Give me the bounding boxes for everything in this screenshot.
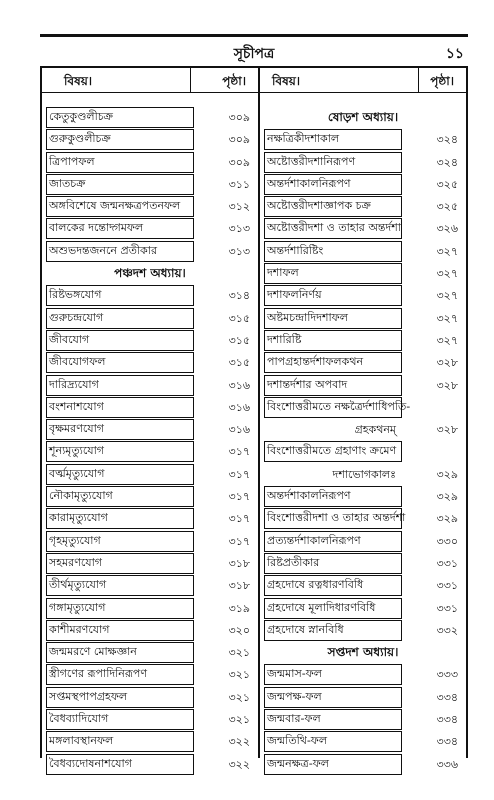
section-heading	[260, 106, 466, 128]
entry-title: অঙ্গবিশেষে জন্মনক্ষত্রপতনফল	[46, 196, 194, 217]
toc-entry	[260, 262, 466, 284]
toc-entry	[260, 351, 466, 373]
toc-entry	[260, 329, 466, 351]
entry-title: নক্ষত্রিকীদশাকাল	[264, 129, 402, 150]
entry-title: বর্ত্মমৃত্যুযোগ	[46, 464, 194, 485]
entry-page-number: ৩১৬	[228, 423, 250, 437]
entry-page-number: ৩০৯	[228, 155, 250, 169]
entry-page-number: ৩১১	[228, 177, 250, 191]
entry-page-number: ৩২৭	[436, 289, 458, 303]
entry-page-number: ৩৩৪	[436, 735, 458, 749]
toc-entry	[42, 686, 258, 708]
subject-label: বিষয়।	[64, 74, 93, 88]
toc-entry	[42, 217, 258, 239]
entry-title: বৈধব্যদোষনাশযোগ	[46, 754, 194, 775]
entry-title: গঙ্গামৃত্যুযোগ	[46, 598, 194, 619]
entry-page-number: ৩১৭	[228, 534, 250, 548]
left-column-header	[42, 68, 258, 93]
entry-title: জীবযোগ	[46, 330, 194, 351]
toc-entry	[260, 374, 466, 396]
entry-title: দশান্তর্দশার অপবাদ	[264, 375, 402, 396]
entry-page-number: ৩৩১	[436, 556, 458, 570]
entry-title: অশুভদন্তজননে প্রতীকার	[46, 241, 194, 262]
toc-entry	[42, 440, 258, 462]
entry-title: অষ্টোত্তরীদশাজ্ঞাপক চক্র	[264, 196, 402, 217]
entry-title: নৌকামৃত্যুযোগ	[46, 486, 194, 507]
entry-page-number: ৩১৩	[228, 222, 250, 236]
toc-entry	[42, 351, 258, 373]
toc-entry	[260, 663, 466, 685]
entry-title: দশাফল	[264, 263, 402, 284]
toc-entry	[42, 396, 258, 418]
entry-page-number: ৩২০	[228, 623, 250, 637]
entry-page-number: ৩১৮	[228, 579, 250, 593]
entry-title: গ্রহকথনম্	[354, 423, 396, 437]
entry-title: অষ্টোত্তরীদশানিরূপণ	[264, 152, 402, 173]
entry-page-number: ৩২১	[228, 668, 250, 682]
toc-entry	[42, 530, 258, 552]
entry-page-number: ৩২৭	[436, 267, 458, 281]
right-column	[260, 68, 466, 771]
entry-page-number: ৩২২	[228, 757, 250, 771]
entry-title: কারামৃত্যুযোগ	[46, 508, 194, 529]
toc-entry	[42, 307, 258, 329]
entry-title: জন্মতিথি-ফল	[264, 731, 402, 752]
entry-title: বংশনাশযোগ	[46, 397, 194, 418]
entry-page-number: ৩১৭	[228, 445, 250, 459]
entry-page-number: ৩২৭	[436, 311, 458, 325]
entry-title: অষ্টোত্তরীদশা ও তাহার অন্তর্দশা	[264, 218, 402, 239]
entry-page-number: ৩৩৪	[436, 713, 458, 727]
toc-frame	[40, 66, 468, 771]
section-title: পঞ্চদশ অধ্যায়।	[114, 266, 186, 281]
entry-title: বৈধব্যাদিযোগ	[46, 709, 194, 730]
entry-title: কাশীমরণযোগ	[46, 620, 194, 641]
entry-title: প্রত্যন্তর্দশাকালনিরূপণ	[264, 531, 402, 552]
toc-entry	[260, 574, 466, 596]
entry-page-number: ৩২৯	[436, 467, 458, 481]
toc-entry	[42, 128, 258, 150]
toc-entry	[42, 619, 258, 641]
toc-entry	[260, 284, 466, 306]
entry-page-number: ৩১৭	[228, 467, 250, 481]
toc-entry	[260, 240, 466, 262]
section-heading	[42, 262, 258, 284]
entry-page-number: ৩১৭	[228, 512, 250, 526]
toc-entry	[260, 396, 466, 418]
toc-entry	[42, 485, 258, 507]
toc-entry	[260, 151, 466, 173]
entry-page-number: ৩১২	[228, 200, 250, 214]
entry-page-number: ৩৩৩	[436, 668, 458, 682]
toc-entry	[42, 374, 258, 396]
entry-title: অষ্টমচন্দ্রাদিদশাফল	[264, 308, 402, 329]
toc-entry	[42, 240, 258, 262]
entry-page-number: ৩২৮	[436, 378, 458, 392]
section-title: সপ্তদশ অধ্যায়।	[327, 645, 399, 660]
entry-page-number: ৩১৬	[228, 400, 250, 414]
entry-title: সপ্তমস্থপাপগ্রহফল	[46, 687, 194, 708]
toc-entry	[42, 552, 258, 574]
entry-title: দশাভোগকালঃ	[332, 467, 396, 481]
entry-title: অন্তর্দশাকালনিরূপণ	[264, 174, 402, 195]
entry-title: জন্মপক্ষ-ফল	[264, 687, 402, 708]
entry-title: গৃহমৃত্যুযোগ	[46, 531, 194, 552]
entry-page-number: ৩২৭	[436, 333, 458, 347]
entry-title: দশারিষ্টি	[264, 330, 402, 351]
toc-entry	[42, 463, 258, 485]
entry-title: তীর্থমৃত্যুযোগ	[46, 575, 194, 596]
toc-entry	[42, 106, 258, 128]
entry-page-number: ৩২১	[228, 713, 250, 727]
toc-entry	[42, 574, 258, 596]
entry-page-number: ৩২২	[228, 735, 250, 749]
entry-title: বিংশোত্তরীদশা ও তাহার অন্তর্দশা	[264, 508, 402, 529]
section-title: ষোড়শ অধ্যায়।	[327, 110, 399, 124]
entry-title: জন্মমরণে মোক্ষজ্ঞান	[46, 642, 194, 663]
entry-page-number: ৩৩৬	[436, 757, 458, 771]
entry-title: গ্রহদোষে রত্নধারণবিধি	[264, 575, 402, 596]
entry-title: জন্মনক্ষত্র-ফল	[264, 754, 402, 775]
entry-page-number: ৩১৪	[228, 289, 250, 303]
toc-entry	[42, 730, 258, 752]
entry-page-number: ৩১৫	[228, 333, 250, 347]
toc-entry	[42, 195, 258, 217]
top-rule	[40, 34, 468, 37]
page-number: ১১	[445, 46, 464, 62]
right-entry-list	[260, 106, 466, 775]
toc-entry	[260, 128, 466, 150]
entry-title: দশাফলনির্ণয়	[264, 285, 402, 306]
entry-page-number: ৩০৯	[228, 133, 250, 147]
entry-title: রিষ্টভঙ্গযোগ	[46, 285, 194, 306]
entry-title: সহমরণযোগ	[46, 553, 194, 574]
entry-title: মঙ্গলাবস্থানফল	[46, 731, 194, 752]
toc-entry	[42, 418, 258, 440]
left-column	[42, 68, 260, 771]
entry-page-number: ৩১৩	[228, 244, 250, 258]
entry-title: বিংশোত্তরীমতে গ্রহাণাং ক্রমেণ	[264, 441, 402, 462]
toc-entry	[260, 507, 466, 529]
entry-title: শূন্যমৃত্যুযোগ	[46, 441, 194, 462]
entry-title: অন্তর্দশারিষ্টিং	[264, 241, 402, 262]
toc-entry	[260, 195, 466, 217]
toc-entry	[42, 663, 258, 685]
toc-entry	[260, 753, 466, 775]
entry-page-number: ৩২৭	[436, 244, 458, 258]
entry-title: রিষ্টপ্রতীকার	[264, 553, 402, 574]
entry-page-number: ৩১৮	[228, 556, 250, 570]
entry-page-number: ৩২১	[228, 690, 250, 704]
toc-entry	[42, 708, 258, 730]
section-heading	[260, 641, 466, 663]
entry-page-number: ৩৩৪	[436, 690, 458, 704]
entry-title: কেতুকুণ্ডলীচক্র	[46, 107, 194, 128]
page-header	[40, 42, 468, 66]
entry-title: অন্তর্দশাকালনিরূপণ	[264, 486, 402, 507]
toc-entry	[260, 485, 466, 507]
entry-title: দারিদ্র্যযোগ	[46, 375, 194, 396]
entry-title: পাপগ্রহান্তর্দশাফলকথন	[264, 352, 402, 373]
toc-entry	[260, 730, 466, 752]
toc-page	[40, 34, 468, 771]
toc-entry	[260, 418, 466, 440]
entry-title: জন্মবার-ফল	[264, 709, 402, 730]
entry-title: ত্রিপাপফল	[46, 152, 194, 173]
toc-entry	[260, 463, 466, 485]
entry-page-number: ৩১৬	[228, 378, 250, 392]
entry-title: গুরুকুণ্ডলীচক্র	[46, 129, 194, 150]
toc-entry	[260, 686, 466, 708]
entry-title: গ্রহদোষে মূলাদিধারণবিধি	[264, 598, 402, 619]
entry-page-number: ৩২৮	[436, 356, 458, 370]
toc-entry	[260, 552, 466, 574]
entry-page-number: ৩২১	[228, 646, 250, 660]
toc-entry	[260, 708, 466, 730]
toc-entry	[260, 217, 466, 239]
entry-page-number: ৩২৯	[436, 512, 458, 526]
entry-title: বালকের দন্তোদ্গমফল	[46, 218, 194, 239]
toc-entry	[260, 530, 466, 552]
page-label: পৃষ্ঠা।	[430, 74, 454, 88]
toc-entry	[260, 173, 466, 195]
toc-entry	[260, 307, 466, 329]
entry-page-number: ৩৩২	[436, 623, 458, 637]
entry-title: জীবযোগফল	[46, 352, 194, 373]
toc-entry	[260, 440, 466, 462]
entry-title: বৃক্ষমরণযোগ	[46, 419, 194, 440]
toc-entry	[42, 329, 258, 351]
entry-page-number: ৩৩১	[436, 601, 458, 615]
entry-title: বিংশোত্তরীমতে নক্ষত্রৈর্দশাধিপতি-	[264, 397, 402, 418]
entry-page-number: ৩৩১	[436, 579, 458, 593]
entry-page-number: ৩১৭	[228, 490, 250, 504]
entry-page-number: ৩২৯	[436, 490, 458, 504]
right-column-header	[260, 68, 466, 93]
page-title: সূচীপত্র	[233, 46, 275, 62]
toc-entry	[260, 619, 466, 641]
entry-title: গ্রহদোষে স্নানবিধি	[264, 620, 402, 641]
entry-page-number: ৩১৯	[228, 601, 250, 615]
entry-page-number: ৩২৫	[436, 177, 458, 191]
subject-label: বিষয়।	[272, 74, 301, 88]
entry-page-number: ৩২৫	[436, 200, 458, 214]
entry-page-number: ৩০৯	[228, 111, 250, 124]
entry-title: জন্মমাস-ফল	[264, 664, 402, 685]
toc-entry	[42, 753, 258, 775]
entry-page-number: ৩৩০	[436, 534, 458, 548]
left-entry-list	[42, 106, 258, 775]
toc-entry	[42, 597, 258, 619]
header-separator	[418, 68, 419, 92]
toc-entry	[42, 641, 258, 663]
entry-page-number: ৩২৬	[436, 222, 458, 236]
entry-page-number: ৩২৪	[436, 155, 458, 169]
toc-entry	[260, 597, 466, 619]
entry-page-number: ৩২৪	[436, 133, 458, 147]
toc-entry	[42, 507, 258, 529]
entry-page-number: ৩১৫	[228, 311, 250, 325]
toc-entry	[42, 151, 258, 173]
entry-title: গুরুচন্দ্রযোগ	[46, 308, 194, 329]
entry-page-number: ৩১৫	[228, 356, 250, 370]
toc-entry	[42, 173, 258, 195]
entry-page-number: ৩২৮	[436, 423, 458, 437]
toc-entry	[42, 284, 258, 306]
entry-title: স্ত্রীগণের রূপাদিনিরূপণ	[46, 664, 194, 685]
header-separator	[190, 68, 191, 92]
entry-title: জাতচক্র	[46, 174, 194, 195]
page-label: পৃষ্ঠা।	[222, 74, 246, 88]
